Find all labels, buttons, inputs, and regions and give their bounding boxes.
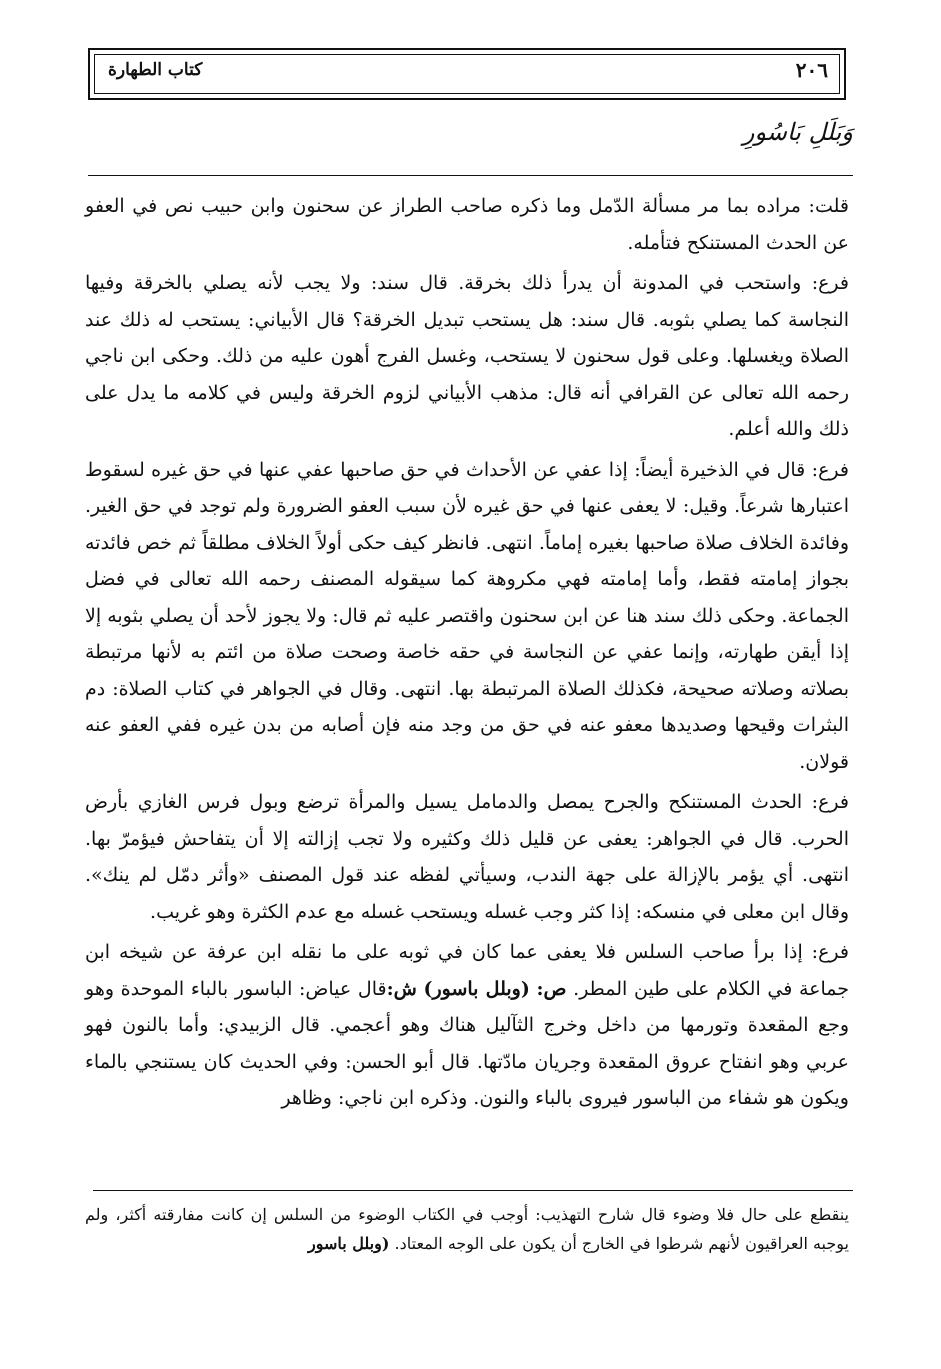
- book-title: كتاب الطهارة: [108, 60, 203, 80]
- footnote-divider: [93, 1190, 853, 1191]
- paragraph-text: قال عياض: الباسور بالباء الموحدة وهو وجع المقعدة وتورمها من داخل وخرج الثآليل هناك وهو أعجمي. قال الزبيدي: وأما بالنون فهو عربي وهو انفتاح عروق المقعدة وجريان مادّتها. قال أبو الحسن: وفي الحديث كان يستنجي بالماء ويكون هو شفاء من الباسور فيروى بالباء والنون. وذكره ابن ناجي: وظاهر: [85, 977, 850, 1109]
- shin-label: ش:: [386, 977, 417, 1000]
- sad-label: ص:: [536, 977, 567, 1000]
- footnote-text: ينقطع على حال فلا وضوء قال شارح التهذيب: أوجب في الكتاب الوضوء من السلس إن كانت مفارقته أكثر، ولم يوجبه العراقيون لأنهم شرطوا في الخارج أن يكون على الوجه المعتاد.: [85, 1205, 850, 1253]
- footnote: [85, 1200, 849, 1258]
- commentary-body: [85, 188, 849, 1121]
- matn-quote: (وبلل باسور): [423, 977, 530, 1000]
- footnote-matn-quote: (وبلل باسور: [307, 1234, 390, 1253]
- matn-divider: [88, 175, 853, 176]
- running-header: [88, 48, 846, 100]
- paragraph: قلت: مراده بما مر مسألة الدّمل وما ذكره صاحب الطراز عن سحنون وابن حبيب نص في العفو عن الحدث المستنكح فتأمله.: [85, 195, 849, 254]
- paragraph: فرع: قال في الذخيرة أيضاً: إذا عفي عن الأحداث في حق صاحبها عفي عنها في حق غيره لسقوط اعتبارها شرعاً. وقيل: لا يعفى عنها في حق غيره لأن سبب العفو الضرورة ولم توجد في حق الغير. وفائدة الخلاف صلاة صاحبها بغيره إماماً. انتهى. فانظر كيف حكى أولاً الخلاف مطلقاً ثم خص فائدته بجواز إمامته فقط، وأما إمامته فهي مكروهة كما سيقوله المصنف رحمه الله تعالى في فضل الجماعة. وحكى ذلك سند هنا عن ابن سحنون واقتصر عليه ثم قال: ولا يجوز لأحد أن يصلي بثوبه إلا إذا أيقن طهارته، وإنما عفي عن النجاسة في حقه خاصة وصحت صلاة من ائتم به لأنها مرتبطة بصلاته وصلاته صحيحة، فكذلك الصلاة المرتبطة بها. انتهى. وقال في الجواهر في كتاب الصلاة: دم البثرات وقيحها وصديدها معفو عنه في حق من وجد منه فإن أصابه من بدن غيره ففي العفو عنه قولان.: [85, 458, 849, 773]
- page-number: ٢٠٦: [795, 58, 828, 82]
- paragraph-with-matn: [85, 934, 849, 1117]
- paragraph-text: فرع: إذا برأ صاحب السلس فلا يعفى عما كان في ثوبه على ما نقله ابن عرفة عن شيخه ابن جماعة في الكلام على طين المطر.: [85, 941, 850, 1000]
- matn-heading: وَبَلَلِ بَاسُورِ: [742, 118, 853, 146]
- header-inner-frame: [94, 54, 840, 94]
- paragraph: فرع: واستحب في المدونة أن يدرأ ذلك بخرقة. قال سند: ولا يجب لأنه يصلي بالخرقة وفيها النجاسة كما يصلي بثوبه. قال سند: هل يستحب تبديل الخرقة؟ قال الأبياني: يستحب له ذلك عند الصلاة ويغسلها. وعلى قول سحنون لا يستحب، وغسل الفرج أهون عليه من ذلك. وحكى ابن ناجي رحمه الله تعالى عن القرافي أنه قال: مذهب الأبياني لزوم الخرقة وليس في كلامه ما يدل على ذلك والله أعلم.: [85, 272, 849, 440]
- paragraph: فرع: الحدث المستنكح والجرح يمصل والدمامل يسيل والمرأة ترضع وبول فرس الغازي بأرض الحرب. قال في الجواهر: يعفى عن قليل ذلك وكثيره ولا تجب إزالته إلا أن يتفاحش فيؤمرّ بها. انتهى. أي يؤمر بالإزالة على جهة الندب، وسيأتي لفظه عند قول المصنف «وأثر دمّل لم ينك». وقال ابن معلى في منسكه: إذا كثر وجب غسله ويستحب غسله مع عدم الكثرة وهو غريب.: [85, 791, 849, 923]
